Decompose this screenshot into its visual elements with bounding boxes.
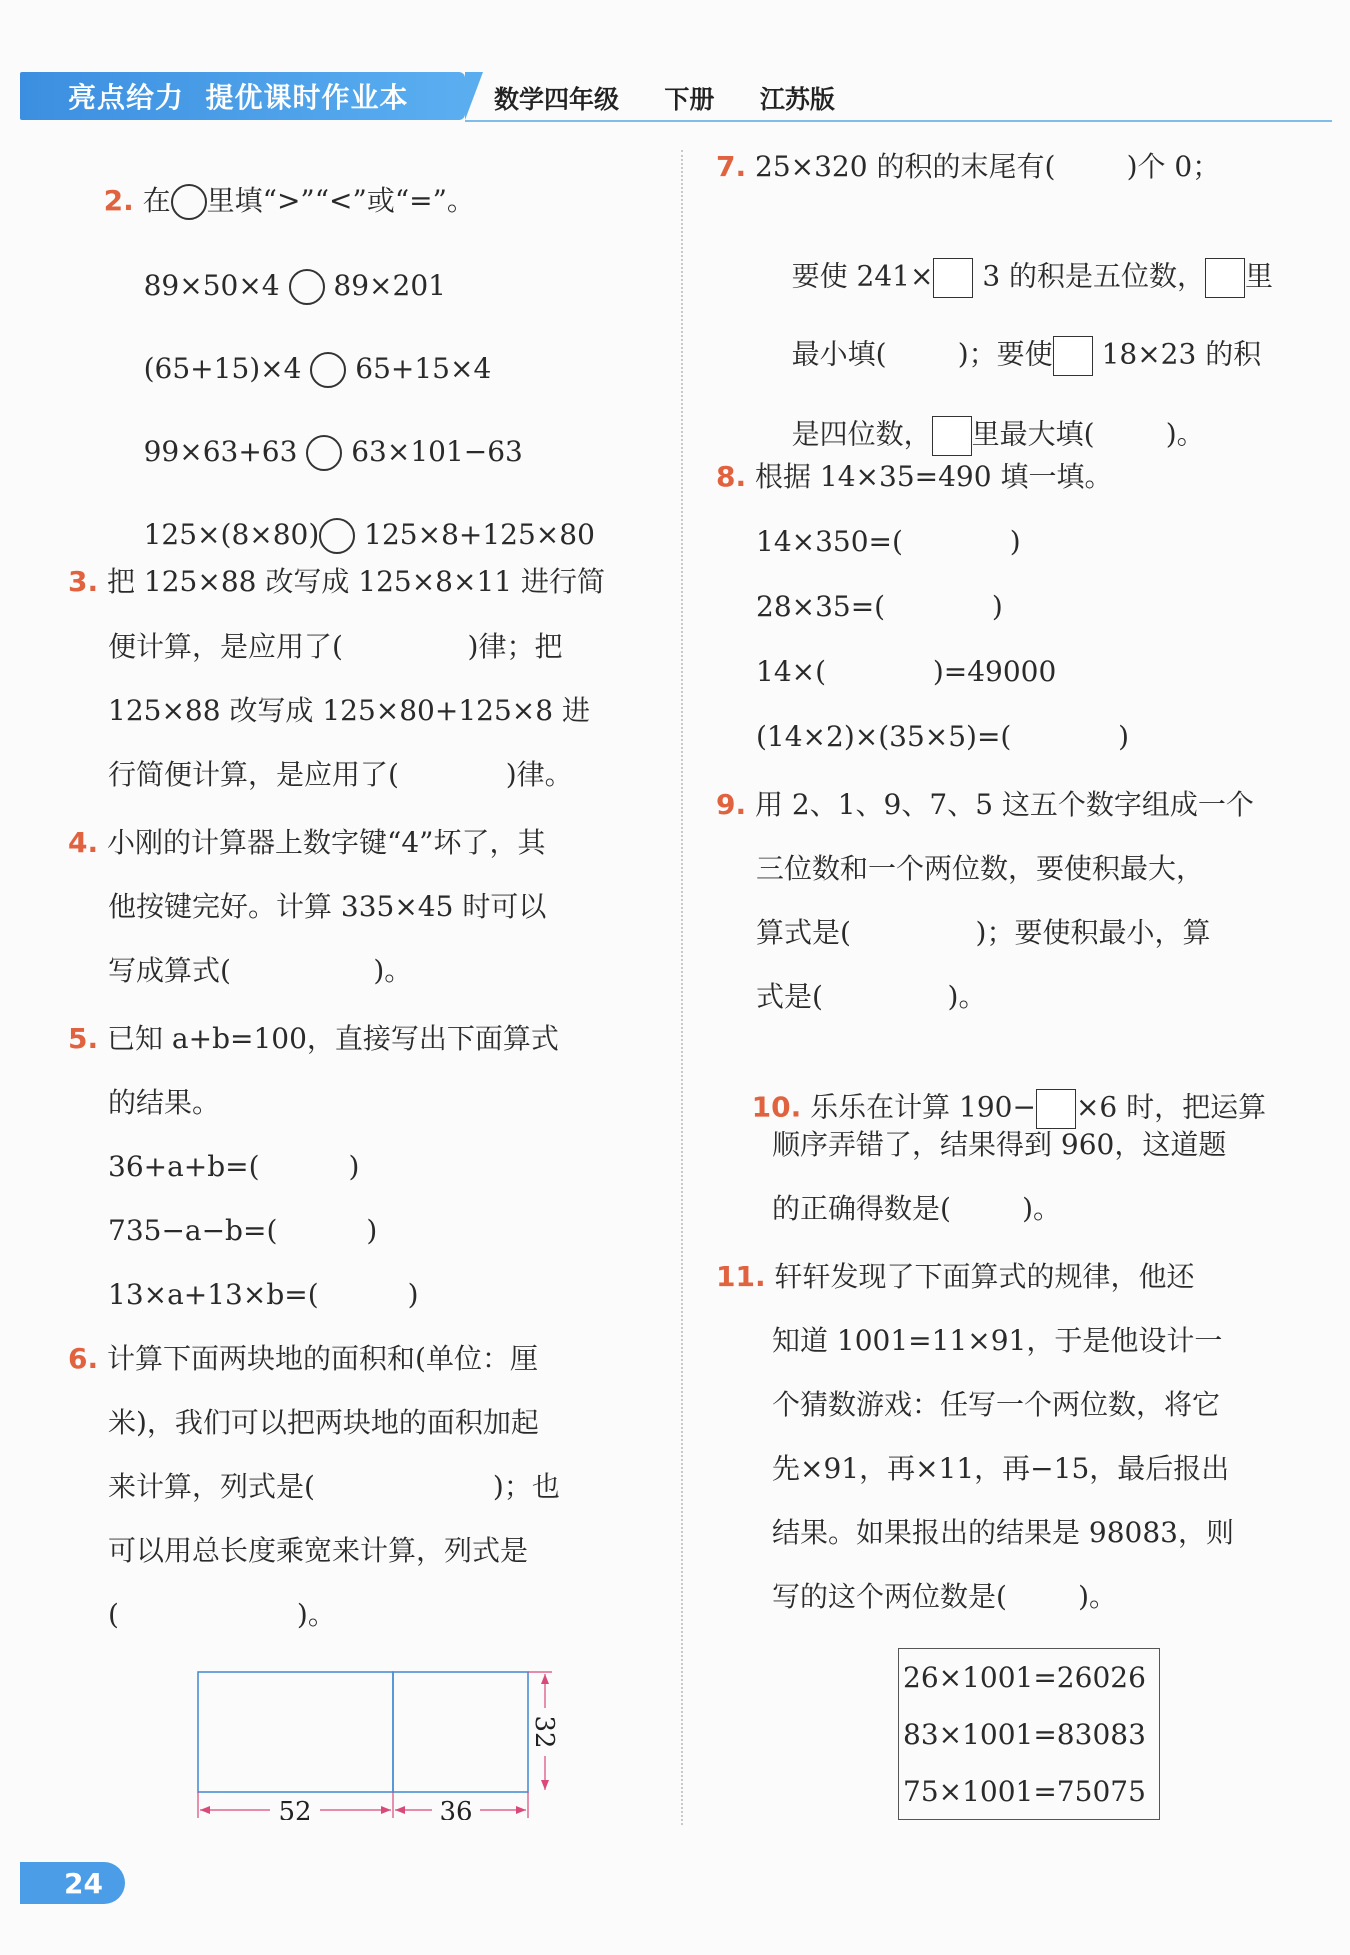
compare-row: 125×(8×80) 125×8+125×80 [108, 484, 595, 588]
question-10-line: 10. 乐乐在计算 190− ×6 时，把运算 [716, 1055, 1266, 1162]
question-7-line: 要使 241× 3 的积是五位数， 里 [756, 224, 1273, 331]
column-divider [681, 150, 683, 1825]
digit-box[interactable] [1036, 1089, 1076, 1129]
question-10-line: 顺序弄错了，结果得到 960，这道题 [772, 1128, 1227, 1161]
question-5-line: 5. 已知 a+b=100，直接写出下面算式 [68, 1022, 559, 1055]
page-number: 24 [64, 1867, 103, 1900]
question-8-line: 28×35=( ) [756, 590, 1003, 623]
digit-box[interactable] [1053, 336, 1093, 376]
question-9-line: 9. 用 2、1、9、7、5 这五个数字组成一个 [716, 788, 1254, 821]
question-11-line: 先×91，再×11，再−15，最后报出 [772, 1452, 1230, 1485]
question-3-line: 3. 把 125×88 改写成 125×8×11 进行简 [68, 565, 605, 598]
series-title: 亮点给力 提优课时作业本 [68, 81, 409, 114]
question-10-line: 的正确得数是( )。 [772, 1192, 1062, 1225]
question-11-line: 个猜数游戏：任写一个两位数，将它 [772, 1388, 1221, 1421]
question-11-line: 11. 轩轩发现了下面算式的规律，他还 [716, 1260, 1195, 1293]
question-5-line: 36+a+b=( ) [108, 1150, 360, 1183]
question-4-line: 4. 小刚的计算器上数字键“4”坏了，其 [68, 826, 546, 859]
digit-box[interactable] [933, 258, 973, 298]
question-8-line: 8. 根据 14×35=490 填一填。 [716, 460, 1113, 493]
question-2-stem: 2. 在 里填“>”“<”或“=”。 [68, 150, 475, 254]
width-label-1: 52 [278, 1797, 312, 1820]
question-7-line: 最小填( )；要使 18×23 的积 [756, 302, 1261, 409]
compare-row: (65+15)×4 65+15×4 [108, 318, 491, 422]
question-8-line: 14×( )=49000 [756, 655, 1057, 688]
question-3-line: 便计算，是应用了( )律；把 [108, 630, 563, 663]
pattern-table [898, 1648, 1160, 1820]
land-a [198, 1672, 393, 1792]
answer-circle[interactable] [310, 352, 346, 388]
question-9-line: 式是( )。 [756, 980, 987, 1013]
pattern-row: 75×1001=75075 [903, 1775, 1146, 1808]
compare-row: 89×50×4 89×201 [108, 235, 446, 339]
question-6-line: 6. 计算下面两块地的面积和(单位：厘 [68, 1342, 538, 1375]
circle-placeholder [171, 184, 207, 220]
question-5-line: 735−a−b=( ) [108, 1214, 378, 1247]
answer-circle[interactable] [289, 269, 325, 305]
question-9-line: 算式是( )；要使积最小，算 [756, 916, 1211, 949]
question-4-line: 写成算式( )。 [108, 954, 413, 987]
land-b [393, 1672, 528, 1792]
question-11-line: 写的这个两位数是( )。 [772, 1580, 1118, 1613]
question-6-line: 可以用总长度乘宽来计算，列式是 [108, 1534, 529, 1567]
question-8-line: (14×2)×(35×5)=( ) [756, 720, 1130, 753]
width-label-2: 36 [439, 1797, 473, 1820]
height-label: 32 [529, 1715, 559, 1749]
question-3-line: 125×88 改写成 125×80+125×8 进 [108, 694, 590, 727]
subject-title: 数学四年级 下册 江苏版 [494, 85, 835, 114]
compare-row: 99×63+63 63×101−63 [108, 401, 523, 505]
question-3-line: 行简便计算，是应用了( )律。 [108, 758, 573, 791]
question-11-line: 知道 1001=11×91，于是他设计一 [772, 1324, 1223, 1357]
question-8-line: 14×350=( ) [756, 525, 1021, 558]
question-9-line: 三位数和一个两位数，要使积最大， [756, 852, 1205, 885]
question-4-line: 他按键完好。计算 335×45 时可以 [108, 890, 547, 923]
question-6-line: ( )。 [108, 1598, 336, 1631]
question-5-line: 的结果。 [108, 1086, 221, 1119]
digit-box-ref [1205, 258, 1245, 298]
digit-box-ref [932, 416, 972, 456]
answer-circle[interactable] [306, 435, 342, 471]
question-6-line: 米)，我们可以把两块地的面积加起 [108, 1406, 539, 1439]
header-rule [465, 120, 1332, 122]
question-6-line: 来计算，列式是( )；也 [108, 1470, 560, 1503]
question-7-line: 7. 25×320 的积的末尾有( )个 0； [716, 150, 1221, 183]
question-7-line: 是四位数， 里最大填( )。 [756, 382, 1205, 489]
page-number-tab [20, 1862, 125, 1904]
answer-circle[interactable] [319, 518, 355, 554]
question-5-line: 13×a+13×b=( ) [108, 1278, 419, 1311]
question-11-line: 结果。如果报出的结果是 98083，则 [772, 1516, 1234, 1549]
pattern-row: 83×1001=83083 [903, 1718, 1146, 1751]
land-figure [190, 1660, 560, 1820]
pattern-row: 26×1001=26026 [903, 1661, 1146, 1694]
